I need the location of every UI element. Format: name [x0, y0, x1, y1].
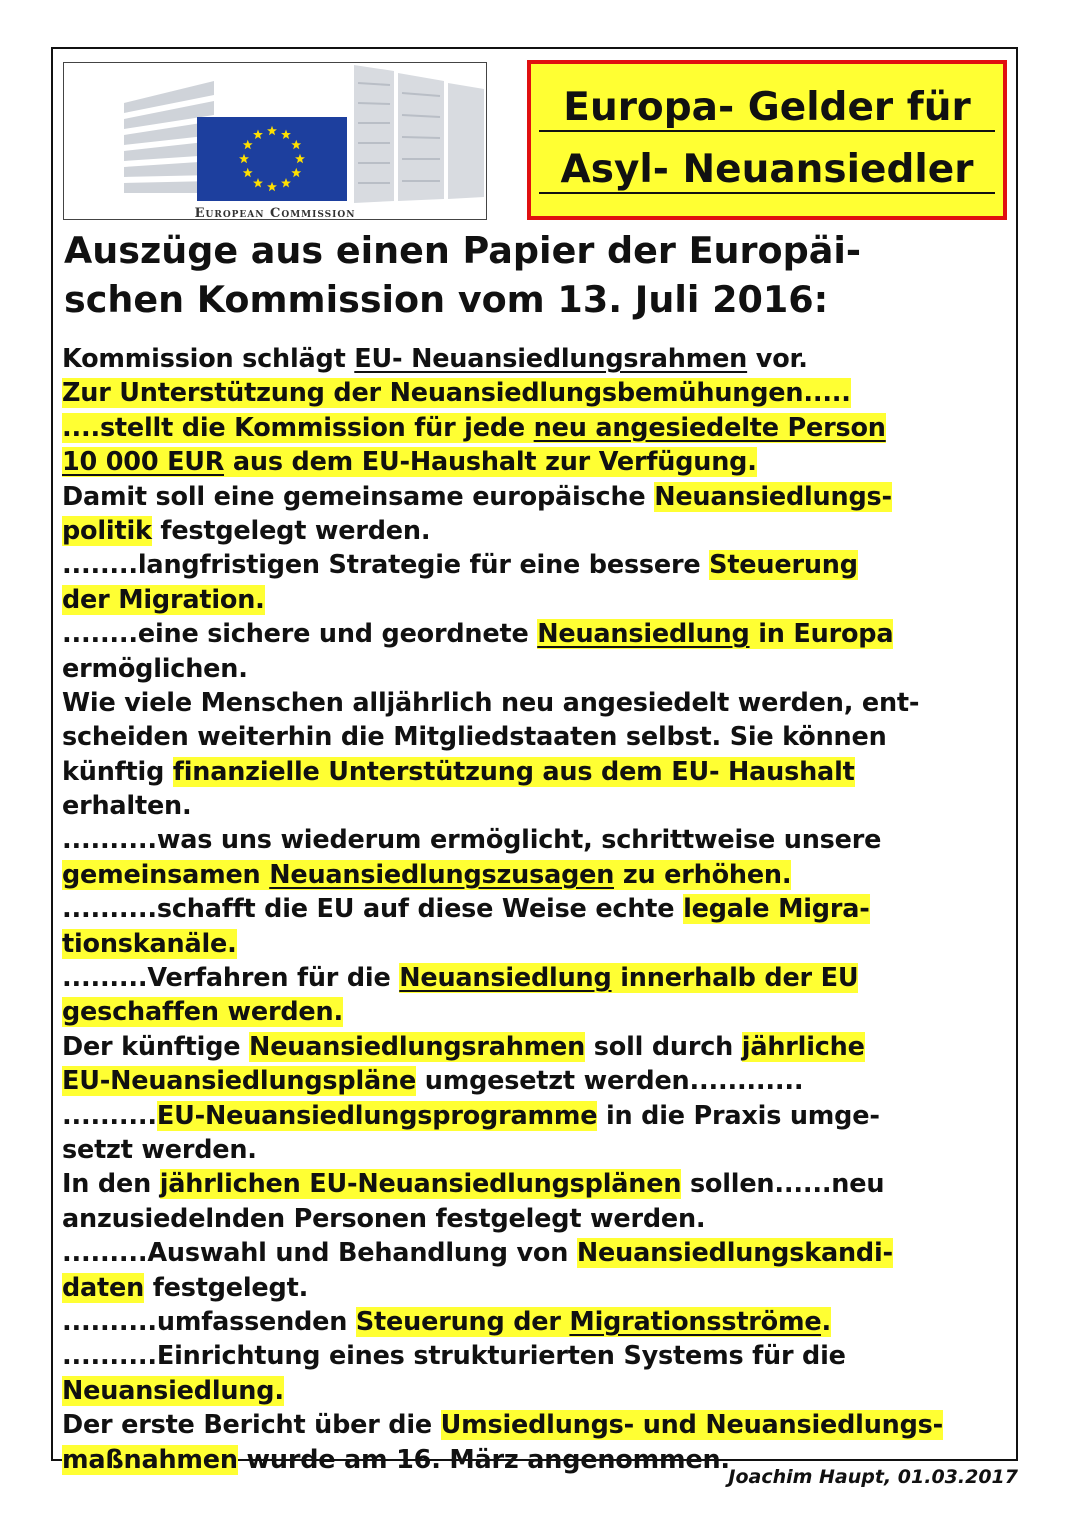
- text-span: in die Praxis umge-: [597, 1100, 880, 1131]
- headline-line-2: schen Kommission vom 13. Juli 2016:: [64, 278, 829, 321]
- logo-caption: European Commission: [194, 206, 356, 220]
- highlighted-text: politik: [62, 515, 152, 546]
- text-span: setzt werden.: [62, 1134, 257, 1165]
- text-span: In den: [62, 1169, 160, 1200]
- text-span: Der erste Bericht über die: [62, 1410, 441, 1441]
- highlighted-text: finanzielle Unterstützung aus dem EU- Haushalt: [172, 756, 855, 787]
- highlighted-text: gemeinsamen: [62, 859, 270, 890]
- text-line: [62, 376, 943, 410]
- body-text: [62, 342, 943, 1477]
- text-span: scheiden weiterhin die Mitgliedstaaten selbst. Sie können: [62, 722, 887, 753]
- text-line: [62, 858, 943, 892]
- highlighted-text: Neuansiedlung.: [62, 1375, 284, 1406]
- highlighted-text: Steuerung der: [355, 1306, 570, 1337]
- highlighted-text: der Migration.: [62, 584, 265, 615]
- text-span: .........Auswahl und Behandlung von: [62, 1238, 577, 1269]
- highlighted-text: innerhalb der EU: [611, 963, 859, 994]
- text-line: [62, 1064, 943, 1098]
- highlighted-underlined-text: Migrationsströme: [569, 1306, 822, 1337]
- text-line: [62, 755, 943, 789]
- text-span: Wie viele Menschen alljährlich neu angesiedelt werden, ent-: [62, 687, 920, 718]
- text-span: ........eine sichere und geordnete: [62, 619, 538, 650]
- highlighted-text: daten: [62, 1272, 145, 1303]
- text-line: [62, 1167, 943, 1201]
- highlighted-text: legale Migra-: [683, 894, 870, 925]
- text-span: umgesetzt werden............: [416, 1066, 804, 1097]
- text-span: ..........: [62, 1100, 157, 1131]
- text-span: vor.: [747, 344, 808, 374]
- text-line: [62, 1339, 943, 1373]
- underlined-text: EU- Neuansiedlungsrahmen: [354, 344, 748, 374]
- highlighted-text: .: [821, 1306, 831, 1337]
- highlighted-text: jährliche: [741, 1031, 865, 1062]
- text-span: erhalten.: [62, 791, 192, 822]
- highlighted-underlined-text: Neuansiedlungszusagen: [269, 859, 615, 890]
- highlighted-underlined-text: Neuansiedlung: [537, 619, 750, 650]
- text-span: ..........schafft die EU auf diese Weise echte: [62, 894, 684, 925]
- text-span: festgelegt.: [144, 1272, 309, 1303]
- highlighted-text: Steuerung: [709, 550, 858, 581]
- highlighted-text: zu erhöhen.: [614, 859, 792, 890]
- text-span: Der künftige: [62, 1031, 250, 1062]
- banner-line-1: Europa- Gelder für: [539, 86, 995, 132]
- highlighted-text: Neuansiedlungsrahmen: [249, 1031, 586, 1062]
- text-line: [62, 652, 943, 686]
- text-span: Damit soll eine gemeinsame europäische: [62, 481, 655, 512]
- text-span: Kommission schlägt: [62, 344, 355, 374]
- text-line: [62, 995, 943, 1029]
- text-line: [62, 1305, 943, 1339]
- text-span: künftig: [62, 756, 173, 787]
- text-line: [62, 1374, 943, 1408]
- text-line: [62, 548, 943, 582]
- text-span: festgelegt werden.: [151, 515, 431, 546]
- text-span: ..........was uns wiederum ermöglicht, schrittweise unsere: [62, 825, 882, 856]
- text-line: [62, 617, 943, 651]
- text-span: sollen......neu: [681, 1169, 885, 1200]
- highlighted-underlined-text: 10 000 EUR: [62, 447, 225, 478]
- signature: Joachim Haupt, 01.03.2017: [728, 1466, 1018, 1488]
- text-line: [62, 480, 943, 514]
- text-span: ..........Einrichtung eines strukturierten Systems für die: [62, 1341, 846, 1372]
- text-line: [62, 720, 943, 754]
- text-span: anzusiedelnden Personen festgelegt werden.: [62, 1203, 706, 1234]
- highlighted-text: Umsiedlungs- und Neuansiedlungs-: [440, 1410, 944, 1441]
- highlighted-text: Zur Unterstützung der Neuansiedlungsbemühungen.....: [62, 378, 851, 409]
- text-span: wurde am 16. März angenommen.: [237, 1444, 730, 1475]
- text-line: [62, 445, 943, 479]
- highlighted-text: ....stellt die Kommission für jede: [62, 412, 534, 443]
- text-line: [62, 583, 943, 617]
- text-line: [62, 1271, 943, 1305]
- text-line: [62, 961, 943, 995]
- title-banner: [527, 60, 1007, 220]
- text-line: [62, 823, 943, 857]
- text-line: [62, 411, 943, 445]
- text-span: ..........umfassenden: [62, 1306, 356, 1337]
- highlighted-text: jährlichen EU-Neuansiedlungsplänen: [159, 1169, 682, 1200]
- text-line: [62, 1030, 943, 1064]
- text-span: .........Verfahren für die: [62, 963, 400, 994]
- highlighted-text: Neuansiedlungskandi-: [576, 1238, 893, 1269]
- highlighted-text: geschaffen werden.: [62, 997, 343, 1028]
- highlighted-text: in Europa: [749, 619, 894, 650]
- berlaymont-building-icon: [64, 63, 487, 220]
- text-span: ........langfristigen Strategie für eine bessere: [62, 550, 710, 581]
- text-line: [62, 927, 943, 961]
- text-line: [62, 686, 943, 720]
- text-line: [62, 892, 943, 926]
- text-line: [62, 514, 943, 548]
- headline: [64, 226, 861, 324]
- highlighted-text: aus dem EU-Haushalt zur Verfügung.: [224, 447, 757, 478]
- text-span: soll durch: [585, 1031, 742, 1062]
- highlighted-underlined-text: Neuansiedlung: [399, 963, 612, 994]
- highlighted-text: maßnahmen: [62, 1444, 238, 1475]
- highlighted-text: EU-Neuansiedlungsprogramme: [156, 1100, 598, 1131]
- highlighted-text: Neuansiedlungs-: [654, 481, 892, 512]
- text-line: [62, 789, 943, 823]
- highlighted-text: tionskanäle.: [62, 928, 237, 959]
- text-line: [62, 1202, 943, 1236]
- text-line: [62, 1099, 943, 1133]
- text-line: [62, 342, 943, 376]
- text-line: [62, 1408, 943, 1442]
- highlighted-text: EU-Neuansiedlungspläne: [62, 1066, 417, 1097]
- banner-line-2: Asyl- Neuansiedler: [539, 148, 995, 194]
- headline-line-1: Auszüge aus einen Papier der Europäi-: [64, 229, 862, 272]
- text-line: [62, 1133, 943, 1167]
- text-span: ermöglichen.: [62, 653, 248, 684]
- text-line: [62, 1236, 943, 1270]
- highlighted-underlined-text: neu angesiedelte Person: [533, 412, 886, 443]
- european-commission-logo: [63, 62, 487, 220]
